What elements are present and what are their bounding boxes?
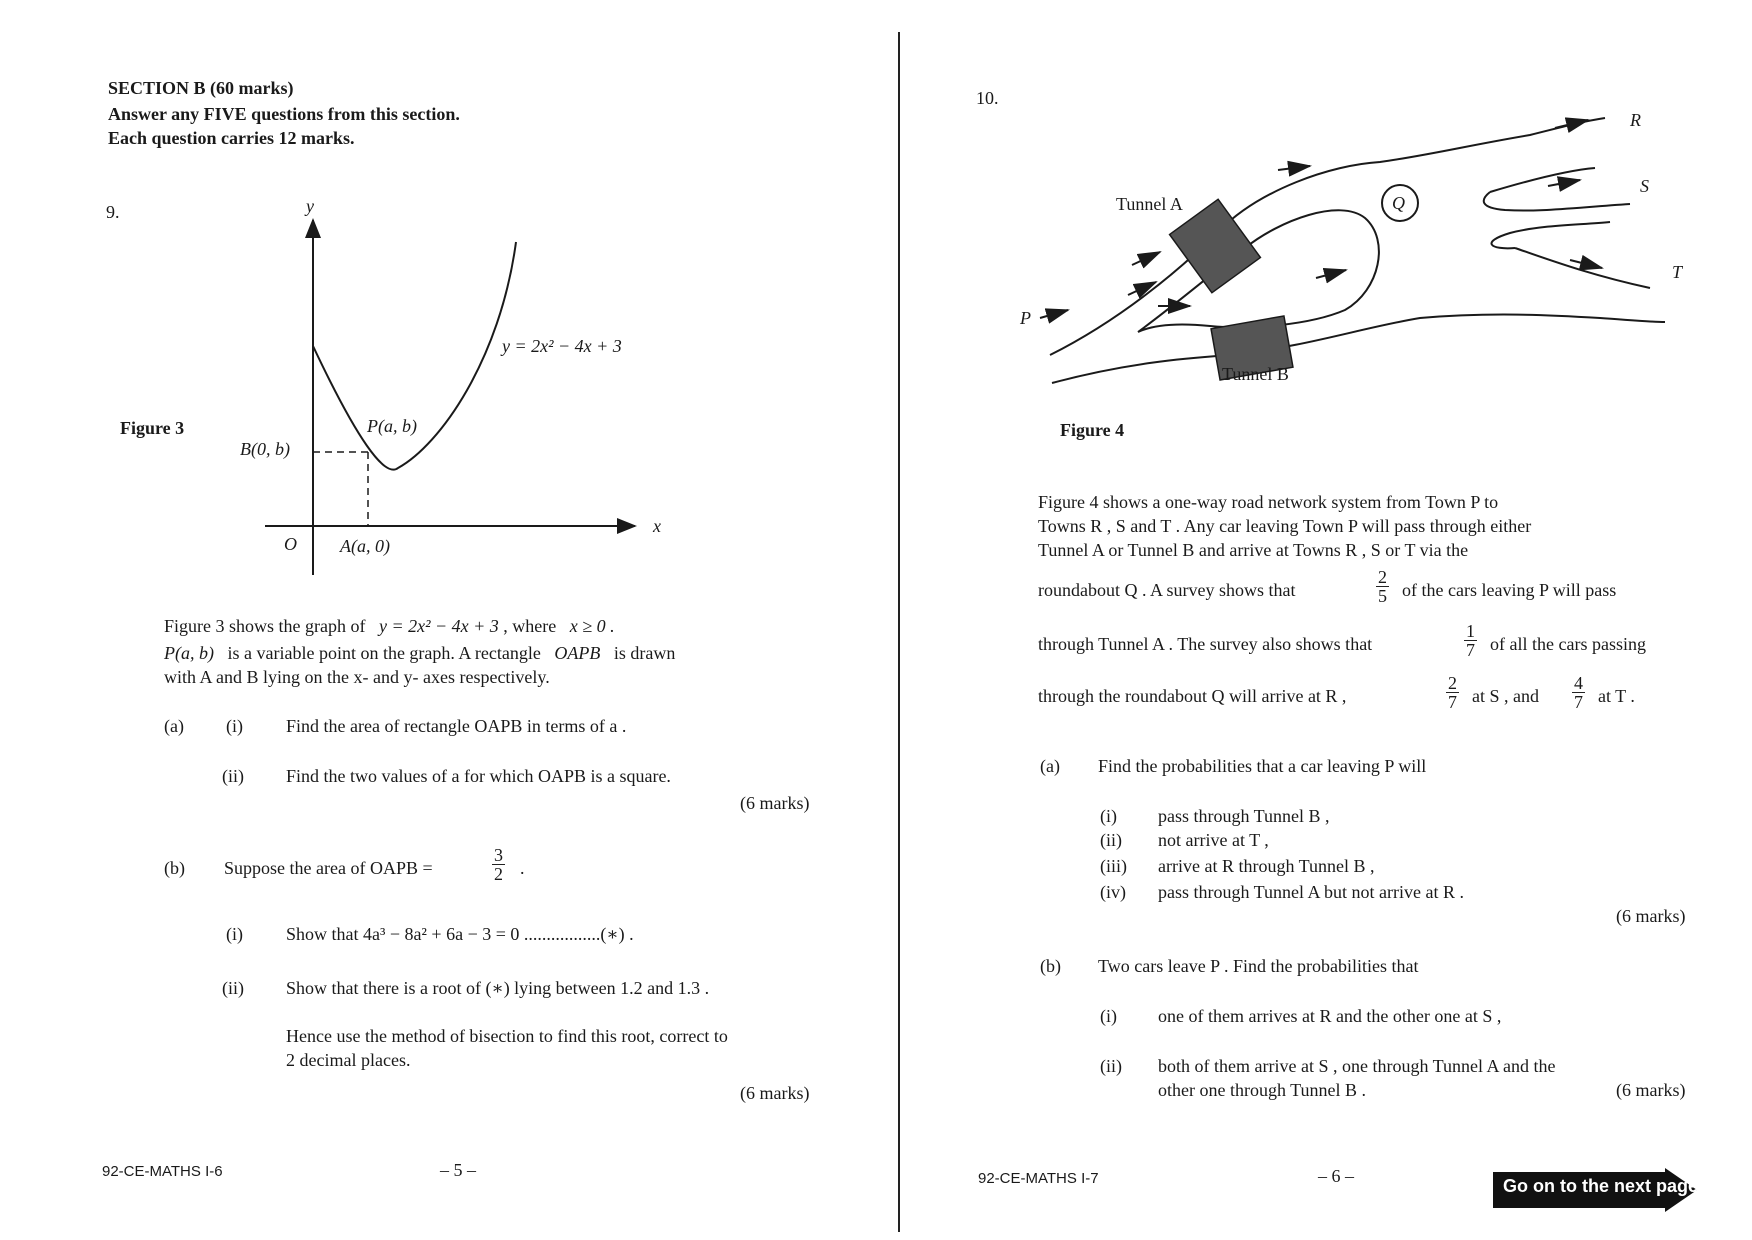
y-axis-label: y	[306, 196, 314, 216]
right-page-number: – 6 –	[1318, 1166, 1354, 1186]
section-title: SECTION B (60 marks)	[108, 78, 294, 98]
q10-b-i-text: one of them arrives at R and the other one at S ,	[1158, 1006, 1502, 1026]
arrow-after-tunnel-a	[1278, 166, 1310, 170]
q9-rectangle-name: OAPB	[554, 643, 601, 663]
right-footer-code: 92-CE-MATHS I-7	[978, 1170, 1099, 1187]
q9-a-ii-number: (ii)	[222, 766, 244, 786]
q10-a-marks: (6 marks)	[1616, 906, 1686, 926]
arrow-to-s	[1548, 180, 1580, 186]
figure-3-label: Figure 3	[120, 418, 185, 438]
fraction-denominator: 7	[1466, 640, 1475, 660]
q9-b-ii-text: Show that there is a root of (∗) lying between 1.2 and 1.3 .	[286, 978, 710, 998]
q10-intro-line-6b: at S , and	[1472, 686, 1539, 706]
q10-intro-line-3: Tunnel A or Tunnel B and arrive at Towns R , S or T via the	[1038, 540, 1469, 560]
q9-where: , where	[503, 616, 557, 636]
q9-b-text: Suppose the area of OAPB =	[224, 858, 433, 878]
tunnel-a-shape	[1170, 199, 1261, 293]
figure-3-graph	[230, 190, 670, 580]
road-lower-edge	[1052, 315, 1665, 383]
fraction-two-fifths	[1376, 568, 1389, 605]
fraction-numerator: 3	[494, 845, 503, 865]
label-p: P	[1020, 308, 1031, 328]
q10-intro-line-6c: at T .	[1598, 686, 1635, 706]
q10-intro-line-6a: through the roundabout Q will arrive at R ,	[1038, 686, 1347, 706]
point-a-label: A(a, 0)	[340, 536, 390, 556]
q9-b-fraction	[492, 846, 505, 883]
q10-part-a-label: (a)	[1040, 756, 1060, 776]
q10-b-ii-text-1: both of them arrive at S , one through Tunnel A and the	[1158, 1056, 1556, 1076]
left-footer-code: 92-CE-MATHS I-6	[102, 1163, 223, 1180]
figure-4-road-network	[1010, 100, 1700, 410]
q10-a-item-text: arrive at R through Tunnel B ,	[1158, 856, 1375, 876]
branch-t-upper	[1515, 248, 1650, 288]
q9-part-a-label: (a)	[164, 716, 184, 736]
equation-label: y = 2x² − 4x + 3	[502, 336, 622, 356]
q10-a-item-number: (ii)	[1100, 830, 1122, 850]
instruction-line-2: Each question carries 12 marks.	[108, 128, 355, 148]
q10-intro-line-1: Figure 4 shows a one-way road network system from Town P to	[1038, 492, 1499, 512]
fraction-two-sevenths	[1446, 674, 1459, 711]
fraction-numerator: 1	[1466, 621, 1475, 641]
q9-a-i-number: (i)	[226, 716, 243, 736]
q9-a-ii-text: Find the two values of a for which OAPB is a square.	[286, 766, 671, 786]
fraction-one-seventh	[1464, 622, 1477, 659]
q9-intro-text: Figure 3 shows the graph of	[164, 616, 366, 636]
label-tunnel-b: Tunnel B	[1222, 364, 1289, 384]
q10-b-ii-number: (ii)	[1100, 1056, 1122, 1076]
fraction-denominator: 7	[1574, 692, 1583, 712]
x-axis-label: x	[653, 516, 661, 536]
fraction-numerator: 2	[1448, 673, 1457, 693]
road-upper-edge	[1050, 118, 1605, 355]
q9-condition: x ≥ 0 .	[569, 616, 615, 636]
q9-b-i-number: (i)	[226, 924, 243, 944]
q9-a-i-text: Find the area of rectangle OAPB in terms of a .	[286, 716, 627, 736]
fraction-numerator: 2	[1378, 567, 1387, 587]
arrow-from-p	[1040, 310, 1068, 318]
q9-b-ii-text-2: Hence use the method of bisection to find this root, correct to	[286, 1026, 728, 1046]
go-to-next-page-label: Go on to the next page	[1503, 1176, 1699, 1196]
q10-b-marks: (6 marks)	[1616, 1080, 1686, 1100]
q9-part-b-label: (b)	[164, 858, 185, 878]
question-number-9: 9.	[106, 202, 120, 222]
q10-b-text: Two cars leave P . Find the probabilities that	[1098, 956, 1419, 976]
arrow-inner-a	[1128, 282, 1156, 295]
q10-a-item-text: pass through Tunnel B ,	[1158, 806, 1330, 826]
arrow-to-tunnel-a	[1132, 252, 1160, 265]
arrow-to-r	[1555, 120, 1588, 128]
q9-b-i-text: Show that 4a³ − 8a² + 6a − 3 = 0 .................(∗) .	[286, 924, 634, 944]
label-r: R	[1630, 110, 1641, 130]
arrow-after-tunnel-b	[1316, 270, 1346, 278]
instruction-line-1: Answer any FIVE questions from this section.	[108, 104, 460, 124]
fraction-denominator: 2	[494, 864, 503, 884]
q10-part-b-label: (b)	[1040, 956, 1061, 976]
point-b-label: B(0, b)	[240, 439, 290, 459]
q10-a-text: Find the probabilities that a car leaving P will	[1098, 756, 1427, 776]
q9-a-marks: (6 marks)	[740, 793, 810, 813]
q10-intro-line-5b: of all the cars passing	[1490, 634, 1646, 654]
q10-intro-line-5a: through Tunnel A . The survey also shows that	[1038, 634, 1373, 654]
q9-b-marks: (6 marks)	[740, 1083, 810, 1103]
q9-b-period: .	[520, 858, 525, 878]
q10-b-i-number: (i)	[1100, 1006, 1117, 1026]
label-q: Q	[1392, 193, 1405, 213]
fraction-denominator: 7	[1448, 692, 1457, 712]
q9-is-drawn: is drawn	[613, 643, 676, 663]
left-page-number: – 5 –	[440, 1160, 476, 1180]
label-s: S	[1640, 176, 1649, 196]
q10-b-ii-text-2: other one through Tunnel B .	[1158, 1080, 1367, 1100]
label-t: T	[1672, 262, 1683, 282]
q10-intro-line-2: Towns R , S and T . Any car leaving Town P will pass through either	[1038, 516, 1532, 536]
q9-intro-line-1	[164, 616, 615, 637]
branch-s-lower	[1491, 222, 1610, 248]
q10-a-item-text: not arrive at T ,	[1158, 830, 1269, 850]
figure-4-label: Figure 4	[1060, 420, 1125, 440]
question-number-10: 10.	[976, 88, 999, 108]
fraction-four-sevenths	[1572, 674, 1585, 711]
q10-a-item-number: (i)	[1100, 806, 1117, 826]
q10-a-item-number: (iv)	[1100, 882, 1126, 902]
point-p-label: P(a, b)	[367, 416, 417, 436]
q9-b-ii-number: (ii)	[222, 978, 244, 998]
fraction-denominator: 5	[1378, 586, 1387, 606]
arrow-to-t	[1570, 260, 1602, 268]
q10-a-item-number: (iii)	[1100, 856, 1127, 876]
q9-point-p: P(a, b)	[164, 643, 214, 663]
q9-variable-point-text: is a variable point on the graph. A rectangle	[227, 643, 541, 663]
label-tunnel-a: Tunnel A	[1116, 194, 1183, 214]
go-to-next-page-banner	[1493, 1168, 1699, 1217]
q9-b-ii-text-3: 2 decimal places.	[286, 1050, 411, 1070]
page-divider	[898, 32, 900, 1232]
q9-intro-line-3: with A and B lying on the x- and y- axes respectively.	[164, 667, 550, 687]
q9-intro-line-2	[164, 643, 675, 664]
branch-s-upper	[1484, 192, 1630, 211]
origin-label: O	[284, 534, 297, 554]
fraction-numerator: 4	[1574, 673, 1583, 693]
q10-a-item-text: pass through Tunnel A but not arrive at R .	[1158, 882, 1464, 902]
q9-equation: y = 2x² − 4x + 3	[378, 616, 499, 636]
q10-intro-line-4b: of the cars leaving P will pass	[1402, 580, 1617, 600]
q10-intro-line-4a: roundabout Q . A survey shows that	[1038, 580, 1296, 600]
